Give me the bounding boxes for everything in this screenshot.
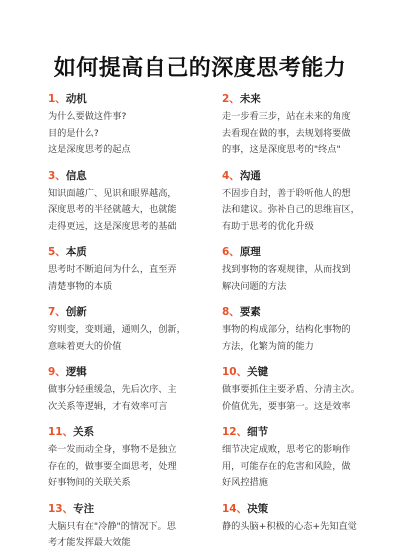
- tip-description: [48, 442, 204, 492]
- tip-description-line: 存在的，做事要全面思考，处理: [48, 460, 177, 472]
- tip-number: 10、: [222, 366, 248, 378]
- tip-description-line: 为什么要做这件事?: [48, 111, 127, 122]
- tip-name: 关键: [247, 366, 269, 378]
- tip-name: 决策: [247, 502, 269, 515]
- tip-heading: [222, 305, 378, 319]
- tip-description-line: 好事物间的关联关系: [48, 477, 131, 488]
- tip-description-line: 静的头脑+积极的心态+先知直觉: [222, 520, 357, 532]
- tip-number: 14、: [222, 502, 248, 515]
- tip-item: [222, 245, 378, 295]
- tip-description: [222, 382, 378, 415]
- tip-item: [48, 245, 204, 295]
- tip-description: [48, 382, 204, 415]
- tip-description: [222, 186, 378, 236]
- tip-description: [48, 322, 204, 355]
- tip-heading: [48, 92, 204, 106]
- tip-description-line: 找到事物的客观规律，从而找到: [222, 264, 351, 275]
- tip-number: 6、: [222, 246, 240, 258]
- tip-heading: [48, 305, 204, 319]
- tip-description-line: 思考时不断追问为什么，直至弄: [48, 264, 177, 275]
- tip-item: [222, 169, 378, 236]
- tip-description: [48, 262, 204, 295]
- tip-number: 13、: [48, 502, 74, 515]
- tip-description: [222, 442, 378, 492]
- tip-item: [48, 425, 204, 492]
- tip-description-line: 大脑只有在"冷静"的情况下。思: [48, 520, 176, 532]
- tip-number: 11、: [48, 426, 74, 438]
- tip-name: 原理: [239, 246, 261, 258]
- tip-description-line: 深度思考的半径就越大，也就能: [48, 204, 177, 215]
- tip-name: 动机: [65, 93, 87, 105]
- tip-description-line: 价值优先，要事第一。这是效率: [222, 400, 351, 412]
- tip-description-line: 穷则变，变则通，通则久，创新，: [48, 324, 186, 335]
- tip-description-line: 的事，这是深度思考的"终点": [222, 144, 341, 155]
- tip-description: [222, 262, 378, 295]
- tip-name: 逻辑: [65, 366, 87, 378]
- tip-description-line: 不固步自封，善于聆听他人的想: [222, 187, 351, 199]
- tip-description: [222, 322, 378, 355]
- tip-description: [48, 186, 204, 236]
- tip-description: [48, 519, 204, 552]
- tip-item: [48, 305, 204, 355]
- tip-heading: [222, 169, 378, 183]
- tip-description-line: 解决问题的方法: [222, 280, 287, 292]
- tip-description-line: 好风控措施: [222, 477, 268, 488]
- tip-heading: [222, 425, 378, 439]
- tip-number: 3、: [48, 169, 66, 182]
- tip-description-line: 做事要抓住主要矛盾、分清主次。: [222, 384, 360, 395]
- tip-item: [222, 502, 378, 552]
- tip-name: 沟通: [239, 169, 261, 182]
- tip-description-line: 用，可能存在的危害和风险，做: [222, 460, 351, 472]
- tip-description: [222, 109, 378, 159]
- tip-description-line: 做事分轻重缓急，先后次序、主: [48, 384, 177, 395]
- tip-name: 创新: [65, 306, 87, 318]
- tip-description-line: 知识面越广、见识和眼界越高，: [48, 187, 177, 199]
- tip-heading: [222, 245, 378, 259]
- tip-heading: [48, 365, 204, 379]
- tip-description-line: 事物的构成部分，结构化事物的: [222, 324, 351, 335]
- tip-number: 8、: [222, 306, 240, 318]
- tip-item: [48, 365, 204, 415]
- tip-number: 7、: [48, 306, 66, 318]
- tip-number: 9、: [48, 366, 66, 378]
- tip-name: 专注: [73, 502, 95, 515]
- tip-number: 4、: [222, 169, 240, 182]
- tip-description-line: 方法，化繁为简的能力: [222, 340, 314, 352]
- tip-description-line: 法和建议。弥补自己的思维盲区，: [222, 204, 360, 215]
- tip-heading: [222, 502, 378, 516]
- tip-description: [48, 109, 204, 159]
- tip-item: [48, 502, 204, 552]
- page-title: 如何提高自己的深度思考能力: [53, 56, 347, 81]
- tip-description-line: 走得更远，这是深度思考的基础: [48, 220, 177, 232]
- tip-number: 5、: [48, 246, 66, 258]
- tip-description-line: 目的是什么?: [48, 127, 99, 139]
- tip-description-line: 次关系等逻辑，才有效率可言: [48, 400, 168, 412]
- tip-description-line: 清楚事物的本质: [48, 280, 113, 292]
- tip-description-line: 这是深度思考的起点: [48, 144, 131, 155]
- tip-heading: [222, 92, 378, 106]
- tip-name: 细节: [247, 426, 269, 438]
- tip-name: 关系: [73, 426, 95, 438]
- tip-description-line: 考才能发挥最大效能: [48, 537, 131, 548]
- tip-item: [222, 425, 378, 492]
- tip-name: 信息: [65, 169, 87, 182]
- tip-item: [222, 305, 378, 355]
- tip-description-line: 有助于思考的优化升级: [222, 220, 314, 232]
- tip-number: 12、: [222, 426, 248, 438]
- tip-description-line: 牵一发而动全身，事物不是独立: [48, 444, 177, 455]
- tip-description-line: 意味着更大的价值: [48, 340, 122, 352]
- tip-item: [48, 169, 204, 236]
- tip-item: [222, 365, 378, 415]
- tip-description-line: 走一步看三步，站在未来的角度: [222, 111, 351, 122]
- tip-name: 未来: [239, 93, 261, 105]
- tip-item: [48, 92, 204, 159]
- tip-heading: [48, 245, 204, 259]
- tip-heading: [48, 502, 204, 516]
- tip-heading: [48, 425, 204, 439]
- tip-description-line: 去看现在做的事，去规划将要做: [222, 127, 351, 139]
- tip-description-line: 细节决定成败，思考它的影响作: [222, 444, 351, 455]
- tip-name: 要素: [239, 306, 261, 318]
- tip-number: 1、: [48, 93, 66, 105]
- tip-heading: [48, 169, 204, 183]
- tip-name: 本质: [65, 246, 87, 258]
- tips-grid: [48, 92, 388, 552]
- tip-number: 2、: [222, 93, 240, 105]
- tip-heading: [222, 365, 378, 379]
- tip-item: [222, 92, 378, 159]
